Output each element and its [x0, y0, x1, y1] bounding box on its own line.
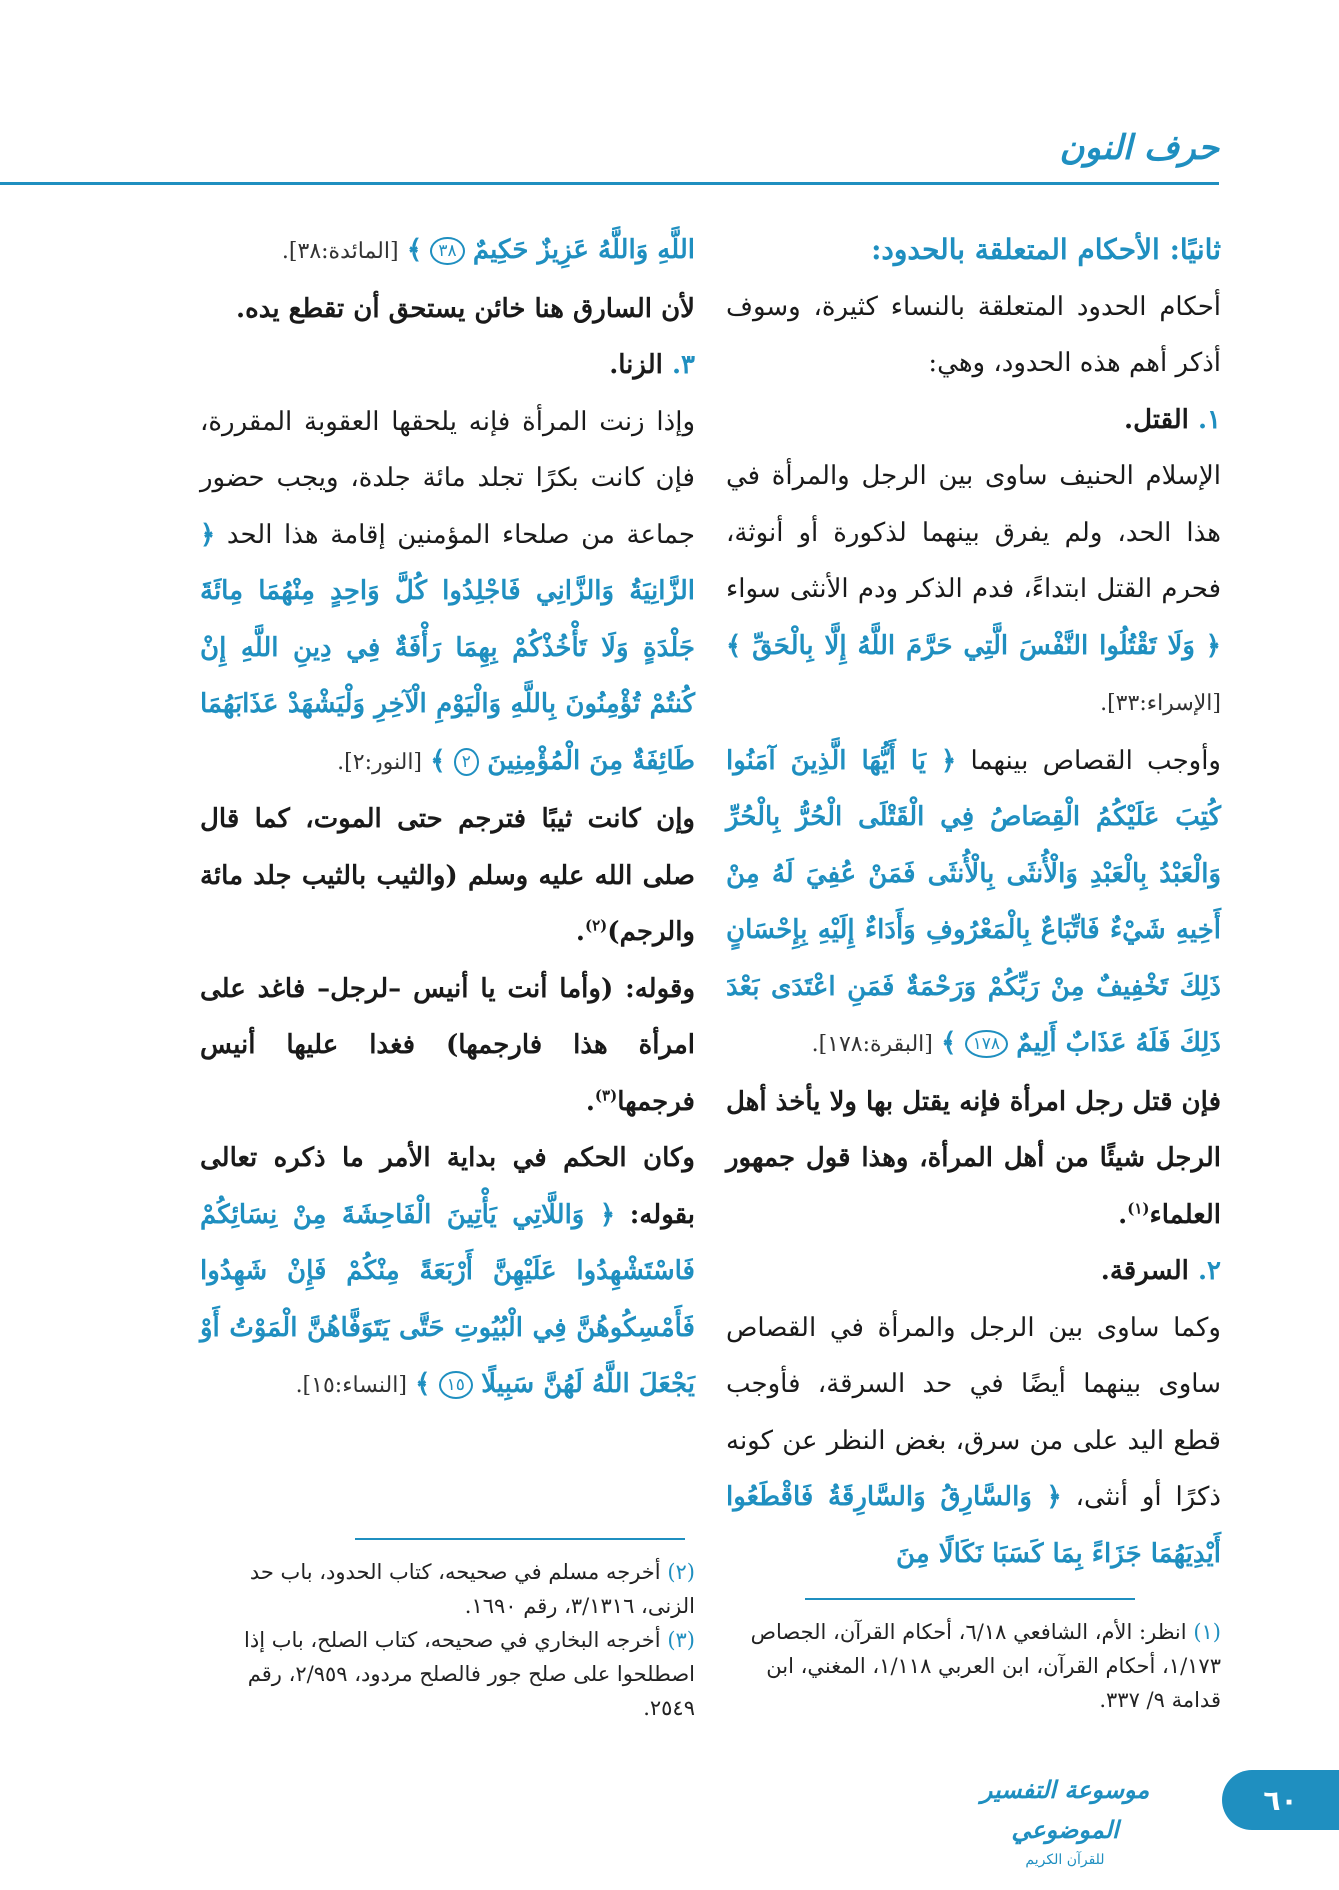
- quran-verse: ﴿ الزَّانِيَةُ وَالزَّانِي فَاجْلِدُوا كُلَّ وَاحِدٍ مِنْهُمَا مِائَةَ جَلْدَةٍ وَلَا تَأْخُذْكُمْ بِهِمَا رَأْفَةٌ فِي دِينِ اللَّهِ إِنْ كُنتُمْ تُؤْمِنُونَ بِاللَّهِ وَالْيَوْمِ الْآخِرِ وَلْيَشْهَدْ عَذَابَهُمَا طَائِفَةٌ مِنَ الْمُؤْمِنِينَ: [200, 519, 695, 776]
- verse-reference: [النور:٢].: [337, 749, 423, 775]
- intro-paragraph: أحكام الحدود المتعلقة بالنساء كثيرة، وسوف أذكر أهم هذه الحدود، وهي:: [726, 291, 1221, 378]
- quran-verse: اللَّهِ وَاللَّهُ عَزِيزٌ حَكِيمٌ: [472, 235, 695, 265]
- sentence-end: .: [575, 917, 585, 947]
- footnote-text: أخرجه مسلم في صحيحه، كتاب الحدود، باب حد الزنى، ٣/١٣١٦، رقم ١٦٩٠.: [249, 1560, 695, 1618]
- heading-adultery: [200, 337, 695, 394]
- paragraph-text: وإن كانت ثيبًا فترجم حتى الموت، كما قال صلى الله عليه وسلم (والثيب بالثيب جلد مائة والرجم): [200, 804, 695, 947]
- section-heading: ثانيًا: الأحكام المتعلقة بالحدود:: [871, 233, 1221, 266]
- verse-reference: [النساء:١٥].: [295, 1373, 407, 1398]
- left-column: [200, 222, 695, 1415]
- verse-reference: [المائدة:٣٨].: [281, 239, 399, 264]
- ayah-number-mark: ١٧٨: [965, 1030, 1008, 1058]
- right-column: [726, 222, 1221, 1582]
- heading-number: ٢.: [1197, 1256, 1221, 1286]
- footnote: [195, 1623, 695, 1725]
- sentence-end: .: [1118, 1199, 1128, 1230]
- paragraph-thayyib: [200, 791, 695, 961]
- heading-text: الزنا.: [609, 350, 663, 380]
- heading-number: ٣.: [671, 350, 695, 380]
- paragraph-text: الإسلام الحنيف ساوى بين الرجل والمرأة في هذا الحد، ولم يفرق بينهما لذكورة أو أنوثة، فحرم القتل ابتداءً، فدم الذكر ودم الأنثى سواء: [726, 461, 1221, 604]
- paragraph-text: وأوجب القصاص بينهما: [970, 745, 1221, 776]
- paragraph-qisas: [726, 733, 1221, 1074]
- paragraph-text: فإن قتل رجل امرأة فإنه يقتل بها ولا يأخذ أهل الرجل شيئًا من أهل المرأة، وهذا قول جمهور العلماء: [725, 1086, 1221, 1230]
- page-header-title: حرف النون: [1059, 128, 1219, 168]
- verse-close-bracket: ﴾: [406, 235, 423, 265]
- ayah-number-mark: ١٥: [439, 1371, 473, 1399]
- quran-verse: ﴿ يَا أَيُّهَا الَّذِينَ آمَنُوا كُتِبَ عَلَيْكُمُ الْقِصَاصُ فِي الْقَتْلَى الْحُرُّ بِالْحُرِّ وَالْعَبْدُ بِالْعَبْدِ وَالْأُنثَى بِالْأُنثَى فَمَنْ عُفِيَ لَهُ مِنْ أَخِيهِ شَيْءٌ فَاتِّبَاعٌ بِالْمَعْرُوفِ وَأَدَاءٌ إِلَيْهِ بِإِحْسَانٍ ذَلِكَ تَخْفِيفٌ مِنْ رَبِّكُمْ وَرَحْمَةٌ فَمَنِ اعْتَدَى بَعْدَ ذَلِكَ فَلَهُ عَذَابٌ أَلِيمٌ: [726, 745, 1222, 1058]
- footnote-text: أخرجه البخاري في صحيحه، كتاب الصلح، باب إذا اصطلحوا على صلح جور فالصلح مردود، ٢/٩٥٩، رقم ٢٥٤٩.: [244, 1628, 695, 1720]
- paragraph-text: وكان الحكم في بداية الأمر ما ذكره تعالى بقوله:: [200, 1143, 696, 1230]
- footnote-divider: [355, 1538, 685, 1540]
- footnote-divider: [805, 1598, 1135, 1600]
- paragraph-thief: لأن السارق هنا خائن يستحق أن تقطع يده.: [236, 293, 695, 324]
- verse-close-bracket: ﴾: [415, 1369, 431, 1399]
- paragraph-text: وإذا زنت المرأة فإنه يلحقها العقوبة المقررة، فإن كانت بكرًا تجلد مائة جلدة، ويجب حضور جماعة من صلحاء المؤمنين إقامة هذا الحد: [200, 406, 695, 550]
- verse-close-bracket: ﴾: [941, 1028, 957, 1058]
- paragraph-text: وكما ساوى بين الرجل والمرأة في القصاص ساوى بينهما أيضًا في حد السرقة، فأوجب قطع اليد على من سرق، بغض النظر عن كونه ذكرًا أو أنثى،: [726, 1312, 1222, 1512]
- footnote-marker[interactable]: (١): [1127, 1198, 1150, 1217]
- header-rule: [0, 182, 1219, 185]
- quran-verse: ﴿ وَالسَّارِقُ وَالسَّارِقَةُ فَاقْطَعُوا أَيْدِيَهُمَا جَزَاءً بِمَا كَسَبَا نَكَالًا مِنَ: [726, 1482, 1221, 1569]
- paragraph-murder: [726, 448, 1221, 733]
- footnote-number: (١): [1193, 1620, 1221, 1644]
- footnote: [195, 1555, 695, 1623]
- paragraph-unais: [200, 961, 695, 1131]
- paragraph-early-ruling: [200, 1130, 695, 1415]
- quran-verse: ﴿ وَاللَّاتِي يَأْتِينَ الْفَاحِشَةَ مِنْ نِسَائِكُمْ فَاسْتَشْهِدُوا عَلَيْهِنَّ أَرْبَعَةً مِنْكُمْ فَإِنْ شَهِدُوا فَأَمْسِكُوهُنَّ فِي الْبُيُوتِ حَتَّى يَتَوَفَّاهُنَّ الْمَوْتُ أَوْ يَجْعَلَ اللَّهُ لَهُنَّ سَبِيلًا: [200, 1199, 695, 1399]
- footnote-marker[interactable]: (٢): [584, 916, 608, 935]
- footnotes-right: [721, 1615, 1221, 1717]
- page-number-tab: [1222, 1770, 1339, 1830]
- paragraph-text: وقوله: (وأما أنت يا أنيس –لرجل– فاغد على امرأة هذا فارجمها) فغدا عليها أنيس فرجمها: [200, 973, 695, 1117]
- heading-theft: [726, 1243, 1221, 1300]
- sentence-end: .: [585, 1086, 595, 1117]
- logo-sub-text: للقرآن الكريم: [1025, 1852, 1105, 1868]
- page-number: ٦٠: [1263, 1783, 1298, 1817]
- verse-reference: [الإسراء:٣٣].: [1100, 691, 1221, 716]
- heading-text: القتل.: [1124, 404, 1189, 435]
- verse-reference: [البقرة:١٧٨].: [811, 1032, 933, 1057]
- heading-murder: [726, 392, 1221, 449]
- verse-continuation: [200, 222, 695, 281]
- heading-text: السرقة.: [1100, 1256, 1189, 1286]
- paragraph-theft: [726, 1300, 1221, 1583]
- heading-number: ١.: [1197, 404, 1221, 435]
- footnote-number: (٢): [667, 1560, 695, 1584]
- footnotes-left: [195, 1555, 695, 1725]
- ayah-number-mark: ٣٨: [430, 237, 464, 265]
- encyclopedia-logo: [930, 1770, 1200, 1868]
- footnote-number: (٣): [667, 1628, 695, 1652]
- paragraph-adultery: [200, 394, 695, 792]
- footnote-text: انظر: الأم، الشافعي ٦/١٨، أحكام القرآن، الجصاص ١/١٧٣، أحكام القرآن، ابن العربي ١/١١٨، المغني، ابن قدامة ٩/ ٣٣٧.: [750, 1620, 1221, 1712]
- verse-close-bracket: ﴾: [430, 745, 446, 776]
- paragraph-ruling: [726, 1074, 1221, 1244]
- ayah-number-mark: ٢: [454, 748, 479, 776]
- footnote-marker[interactable]: (٣): [594, 1085, 618, 1104]
- logo-main-text: موسوعة التفسير الموضوعي: [980, 1775, 1150, 1844]
- footnote: [721, 1615, 1221, 1717]
- quran-verse: ﴿ وَلَا تَقْتُلُوا النَّفْسَ الَّتِي حَرَّمَ اللَّهُ إِلَّا بِالْحَقِّ ﴾: [726, 630, 1221, 661]
